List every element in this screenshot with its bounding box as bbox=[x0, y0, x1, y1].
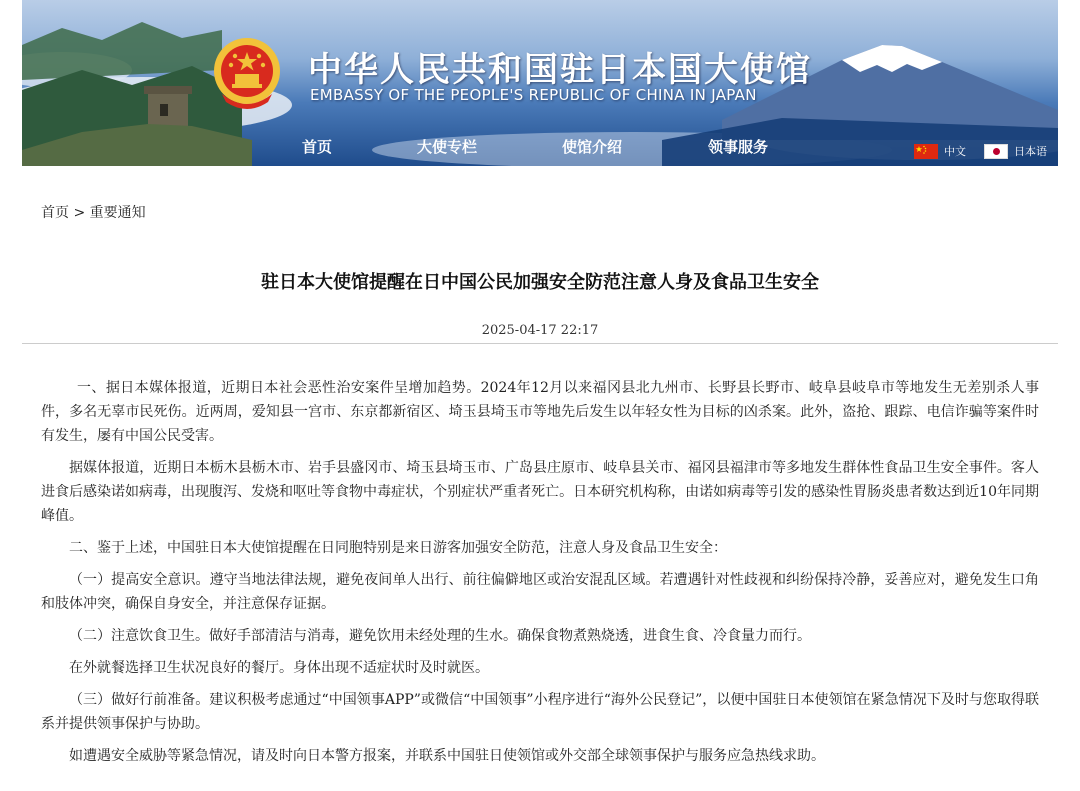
embassy-title-en: EMBASSY OF THE PEOPLE'S REPUBLIC OF CHINA IN JAPAN bbox=[310, 86, 757, 104]
breadcrumb-home[interactable]: 首页 bbox=[41, 205, 69, 221]
breadcrumb-separator: > bbox=[73, 205, 86, 221]
paragraph: （一）提高安全意识。遵守当地法律法规，避免夜间单人出行、前往偏僻地区或治安混乱区域。若遭遇针对性歧视和纠纷保持冷静，妥善应对，避免发生口角和肢体冲突，确保自身安全，并注意保存证据。 bbox=[41, 572, 1039, 612]
lang-japanese-label: 日本语 bbox=[1014, 145, 1047, 158]
embassy-title-cn: 中华人民共和国驻日本国大使馆 bbox=[308, 50, 812, 90]
breadcrumb-current[interactable]: 重要通知 bbox=[89, 205, 146, 221]
japan-flag-icon bbox=[984, 144, 1008, 159]
nav-ambassador-column[interactable]: 大使专栏 bbox=[417, 138, 478, 156]
paragraph: 在外就餐选择卫生状况良好的餐厅。身体出现不适症状时及时就医。 bbox=[69, 660, 489, 676]
nav-home[interactable]: 首页 bbox=[302, 138, 333, 156]
main-nav bbox=[22, 132, 1058, 162]
divider bbox=[22, 343, 1058, 344]
breadcrumb bbox=[41, 202, 146, 222]
paragraph: （三）做好行前准备。建议积极考虑通过“中国领事APP”或微信“中国领事”小程序进行“海外公民登记”，以便中国驻日本使领馆在紧急情况下及时与您取得联系并提供领事保护与协助。 bbox=[41, 692, 1039, 732]
header-banner bbox=[22, 0, 1058, 166]
article-body bbox=[41, 376, 1039, 776]
paragraph: （二）注意饮食卫生。做好手部清洁与消毒，避免饮用未经处理的生水。确保食物煮熟烧透，进食生食、冷食量力而行。 bbox=[69, 628, 811, 644]
national-emblem-icon bbox=[210, 34, 284, 112]
nav-embassy-intro[interactable]: 使馆介绍 bbox=[562, 138, 623, 156]
paragraph: 如遭遇安全威胁等紧急情况，请及时向日本警方报案，并联系中国驻日使领馆或外交部全球领事保护与服务应急热线求助。 bbox=[69, 748, 825, 764]
article-title: 驻日本大使馆提醒在日中国公民加强安全防范注意人身及食品卫生安全 bbox=[261, 272, 819, 293]
lang-chinese[interactable] bbox=[914, 142, 966, 160]
china-flag-icon bbox=[914, 144, 938, 159]
lang-japanese[interactable] bbox=[984, 142, 1047, 160]
article-date: 2025-04-17 22:17 bbox=[481, 323, 599, 338]
lang-chinese-label: 中文 bbox=[944, 145, 966, 158]
paragraph: 一、据日本媒体报道，近期日本社会恶性治安案件呈增加趋势。2024年12月以来福冈县北九州市、长野县长野市、岐阜县岐阜市等地发生无差别杀人事件，多名无辜市民死伤。近两周，爱知县一宫市、东京都新宿区、埼玉县埼玉市等地先后发生以年轻女性为目标的凶杀案。此外，盗抢、跟踪、电信诈骗等案件时有发生，屡有中国公民受害。 bbox=[41, 380, 1039, 444]
paragraph: 二、鉴于上述，中国驻日本大使馆提醒在日同胞特别是来日游客加强安全防范，注意人身及食品卫生安全： bbox=[69, 540, 727, 556]
nav-consular-services[interactable]: 领事服务 bbox=[708, 138, 769, 156]
paragraph: 据媒体报道，近期日本栃木县栃木市、岩手县盛冈市、埼玉县埼玉市、广岛县庄原市、岐阜县关市、福冈县福津市等多地发生群体性食品卫生安全事件。客人进食后感染诺如病毒，出现腹泻、发烧和呕吐等食物中毒症状，个别症状严重者死亡。日本研究机构称，由诺如病毒等引发的感染性胃肠炎患者数达到近10年同期峰值。 bbox=[41, 460, 1039, 524]
